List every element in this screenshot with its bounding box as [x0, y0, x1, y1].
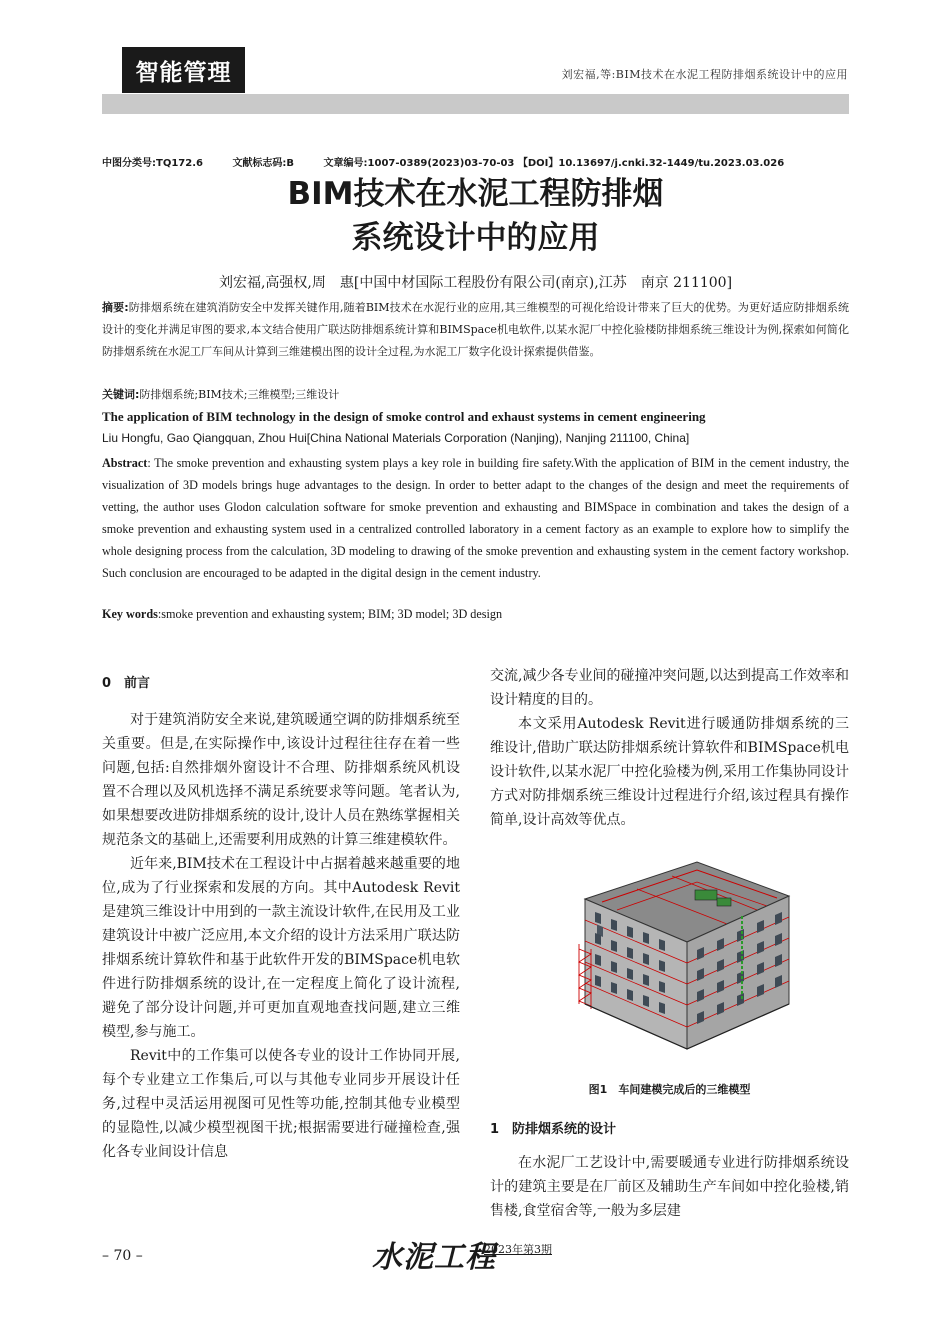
paragraph: 本文采用Autodesk Revit进行暖通防排烟系统的三维设计,借助广联达防排烟系统计算软件和BIMSpace机电设计软件,以某水泥厂中控化验楼为例,采用工作集协同设计方式对防排烟系统三维设计过程进行介绍,该过程具有操作简单,设计高效等优点。: [490, 716, 849, 828]
article-meta: [102, 154, 849, 169]
keywords-cn-text: 防排烟系统;BIM技术;三维模型;三维设计: [139, 388, 340, 401]
keywords-en-text: :smoke prevention and exhausting system; BIM; 3D model; 3D design: [157, 607, 503, 621]
authors-cn: 刘宏福,高强权,周 惠[中国中材国际工程股份有限公司(南京),江苏 南京 211100]: [218, 275, 733, 291]
right-column-lower: [490, 1151, 849, 1223]
title-line-2: 系统设计中的应用: [351, 220, 600, 256]
left-column: [102, 672, 460, 1164]
paragraph: 对于建筑消防安全来说,建筑暖通空调的防排烟系统至关重要。但是,在实际操作中,该设计过程往往存在着一些问题,包括:自然排烟外窗设计不合理、防排烟系统风机设置不合理以及风机选择不满足系统要求等问题。笔者认为,如果想要改进防排烟系统的设计,设计人员在熟练掌握相关规范条文的基础上,还需要利用成熟的计算三维建模软件。: [102, 712, 460, 848]
paragraph: 近年来,BIM技术在工程设计中占据着越来越重要的地位,成为了行业探索和发展的方向。其中Autodesk Revit是建筑三维设计中用到的一款主流设计软件,在民用及工业建筑设计中被广泛应用,本文介绍的设计方法采用广联达防排烟系统计算软件和基于此软件开发的BIMSpace机电软件进行防排烟系统的设计,在一定程度上简化了设计流程,避免了部分设计问题,并可更加直观地查找问题,建立三维模型,参与施工。: [102, 856, 460, 1040]
paragraph: 在水泥厂工艺设计中,需要暖通专业进行防排烟系统设计的建筑主要是在厂前区及辅助生产车间如中控化验楼,销售楼,食堂宿舍等,一般为多层建: [490, 1155, 849, 1219]
abstract-en-text: : The smoke prevention and exhausting system plays a key role in building fire safety.With the application of BIM in the cement industry, the visualization of 3D models brings huge advantages to the design. In order to better adapt to the changes of the design and meet the requirements of vetting, the author uses Glodon calculation software for smoke prevention and exhausting and BIMSpace in combination and takes the design of a smoke prevention and exhausting system used in a centralized controlled laboratory in a cement factory as an example to explore how to simplify the whole designing process from the calculation, 3D modeling to drawing of the smoke prevention and exhausting system in the cement factory workshop. Such conclusion are encouraged to be adapted in the digital design in the cement industry.: [102, 456, 849, 580]
clc-number: 中图分类号:TQ172.6: [102, 158, 203, 169]
paragraph: 交流,减少各专业间的碰撞冲突问题,以达到提高工作效率和设计精度的目的。: [490, 668, 849, 708]
abstract-cn-label: 摘要:: [102, 301, 129, 314]
abstract-en-label: Abstract: [102, 456, 148, 470]
section-1-heading: 1 防排烟系统的设计: [490, 1122, 617, 1137]
journal-issue: 2023年第3期: [484, 1243, 552, 1256]
abstract-cn-text: 防排烟系统在建筑消防安全中发挥关键作用,随着BIM技术在水泥行业的应用,其三维模型的可视化给设计带来了巨大的优势。为更好适应防排烟系统设计的变化并满足审图的要求,本文结合使用广联达防排烟系统计算和BIMSpace机电软件,以某水泥厂中控化验楼防排烟系统三维设计为例,探索如何简化防排烟系统在水泥工厂车间从计算到三维建模出图的设计全过程,为水泥工厂数字化设计探索提供借鉴。: [102, 301, 849, 358]
running-head: 刘宏福,等:BIM技术在水泥工程防排烟系统设计中的应用: [561, 68, 848, 81]
journal-logo: 水泥工程: [372, 1240, 496, 1275]
abstract-en: [102, 452, 849, 584]
figure-3d-model: [577, 854, 797, 1059]
english-authors: Liu Hongfu, Gao Qiangquan, Zhou Hui[China National Materials Corporation (Nanjing), Nanjing 211100, China]: [102, 431, 690, 445]
keywords-cn-label: 关键词:: [102, 388, 140, 401]
keywords-en-label: Key words: [102, 607, 158, 621]
building-3d-illustration: [577, 854, 797, 1059]
document-code: 文献标志码:B: [232, 158, 295, 169]
section-0-heading: 0 前言: [102, 676, 151, 691]
page-title: [102, 172, 849, 260]
english-title: The application of BIM technology in the design of smoke control and exhaust systems in cement engineering: [102, 409, 706, 424]
article-number: 文章编号:1007-0389(2023)03-70-03 【DOI】10.13697/j.cnki.32-1449/tu.2023.03.026: [323, 158, 785, 169]
abstract-cn: [102, 297, 849, 363]
keywords-cn: [102, 386, 849, 402]
header-band: [102, 94, 849, 114]
keywords-en: [102, 607, 849, 622]
figure-caption: 图1 车间建模完成后的三维模型: [588, 1083, 751, 1096]
section-tag: 智能管理: [122, 47, 245, 93]
page-number: – 70 –: [102, 1248, 143, 1264]
title-line-1: BIM技术在水泥工程防排烟: [287, 176, 664, 212]
paragraph: Revit中的工作集可以使各专业的设计工作协同开展,每个专业建立工作集后,可以与其他专业同步开展设计任务,过程中灵活运用视图可见性等功能,控制其他专业模型的显隐性,以减少模型视图干扰;根据需要进行碰撞检查,强化各专业间设计信息: [102, 1048, 460, 1160]
right-column: [490, 664, 849, 832]
